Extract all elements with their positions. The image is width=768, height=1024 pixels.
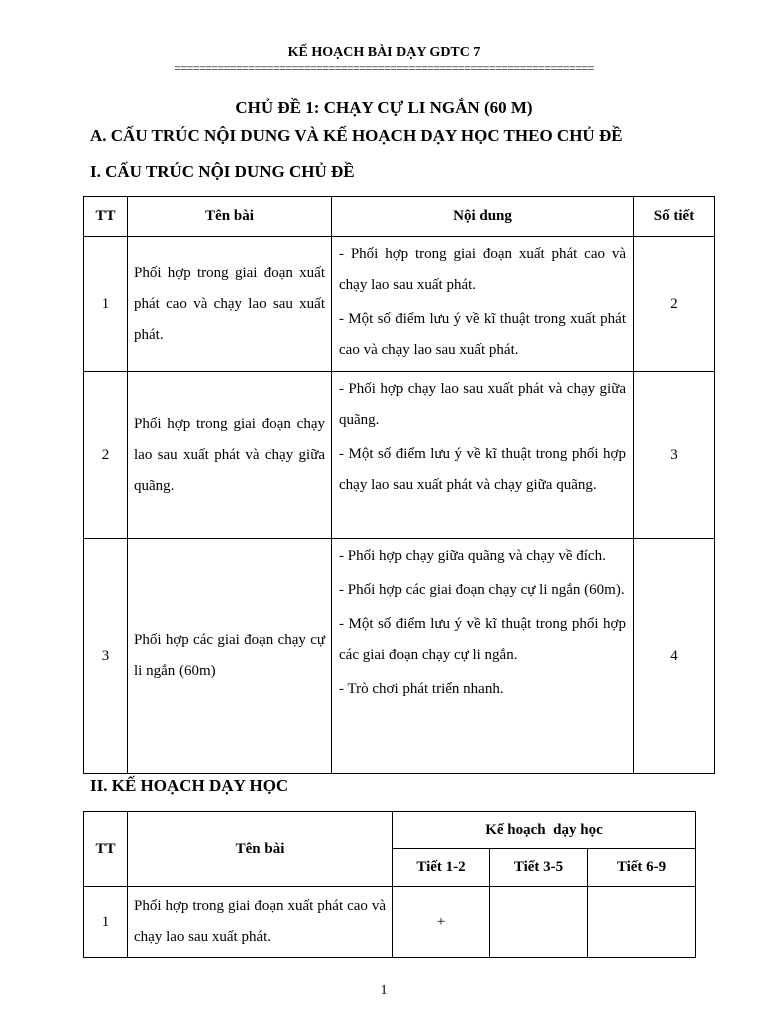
row-periods: 2 xyxy=(634,237,715,372)
plan-row-lesson-name: Phối hợp trong giai đoạn xuất phát cao và chạy lao sau xuất phát. xyxy=(128,887,393,958)
table-row xyxy=(84,887,696,958)
plan-row-mark-period-1-2: + xyxy=(393,887,490,958)
row-tt: 1 xyxy=(84,237,128,372)
section-a-heading: A. CẤU TRÚC NỘI DUNG VÀ KẾ HOẠCH DẠY HỌC THEO CHỦ ĐỀ xyxy=(90,126,623,145)
row-content xyxy=(332,372,634,539)
topic-title: CHỦ ĐỀ 1: CHẠY CỰ LI NGẮN (60 M) xyxy=(235,98,533,117)
plan-header-teaching-plan: Kế hoạch dạy học xyxy=(393,812,696,849)
section-ii-heading: II. KẾ HOẠCH DẠY HỌC xyxy=(90,776,289,795)
page-number: 1 xyxy=(380,983,388,998)
table-row xyxy=(84,372,715,539)
row-tt: 3 xyxy=(84,539,128,774)
table-header-row xyxy=(84,197,715,237)
table-row xyxy=(84,237,715,372)
row-content xyxy=(332,237,634,372)
content-item: - Phối hợp chạy giữa quãng và chạy về đích. xyxy=(339,548,606,564)
content-item: - Phối hợp chạy lao sau xuất phát và chạy giữa quãng. xyxy=(339,381,626,428)
content-item: - Một số điểm lưu ý về kĩ thuật trong xuất phát cao và chạy lao sau xuất phát. xyxy=(339,311,626,358)
plan-header-row xyxy=(84,812,696,849)
plan-row-mark-period-6-9 xyxy=(588,887,696,958)
row-lesson-name: Phối hợp trong giai đoạn chạy lao sau xuất phát và chạy giữa quãng. xyxy=(128,372,332,539)
content-item: - Một số điểm lưu ý về kĩ thuật trong phối hợp các giai đoạn chạy cự li ngắn. xyxy=(339,616,626,663)
header-lesson-name: Tên bài xyxy=(128,197,332,237)
plan-header-period-6-9: Tiết 6-9 xyxy=(588,849,696,887)
content-item: - Phối hợp trong giai đoạn xuất phát cao và chạy lao sau xuất phát. xyxy=(339,246,626,293)
plan-header-period-3-5: Tiết 3-5 xyxy=(490,849,588,887)
document-header-title: KẾ HOẠCH BÀI DẠY GDTC 7 xyxy=(287,45,481,60)
row-periods: 3 xyxy=(634,372,715,539)
row-periods: 4 xyxy=(634,539,715,774)
section-i-heading: I. CẤU TRÚC NỘI DUNG CHỦ ĐỀ xyxy=(90,162,355,181)
header-rule: ==================================================================== xyxy=(174,61,594,75)
row-lesson-name: Phối hợp trong giai đoạn xuất phát cao và chạy lao sau xuất phát. xyxy=(128,237,332,372)
plan-header-period-1-2: Tiết 1-2 xyxy=(393,849,490,887)
row-lesson-name: Phối hợp các giai đoạn chạy cự li ngắn (60m) xyxy=(128,539,332,774)
table-row xyxy=(84,539,715,774)
content-item: - Một số điểm lưu ý về kĩ thuật trong phối hợp chạy lao sau xuất phát và chạy giữa quãng. xyxy=(339,446,626,493)
content-item: - Trò chơi phát triển nhanh. xyxy=(339,681,504,697)
row-content xyxy=(332,539,634,774)
plan-header-tt: TT xyxy=(84,812,128,887)
header-periods: Số tiết xyxy=(634,197,715,237)
content-structure-table xyxy=(83,196,715,774)
header-content: Nội dung xyxy=(332,197,634,237)
plan-header-lesson-name: Tên bài xyxy=(128,812,393,887)
row-tt: 2 xyxy=(84,372,128,539)
teaching-plan-table xyxy=(83,811,696,958)
content-item: - Phối hợp các giai đoạn chạy cự li ngắn (60m). xyxy=(339,582,625,598)
plan-row-mark-period-3-5 xyxy=(490,887,588,958)
header-tt: TT xyxy=(84,197,128,237)
plan-row-tt: 1 xyxy=(84,887,128,958)
